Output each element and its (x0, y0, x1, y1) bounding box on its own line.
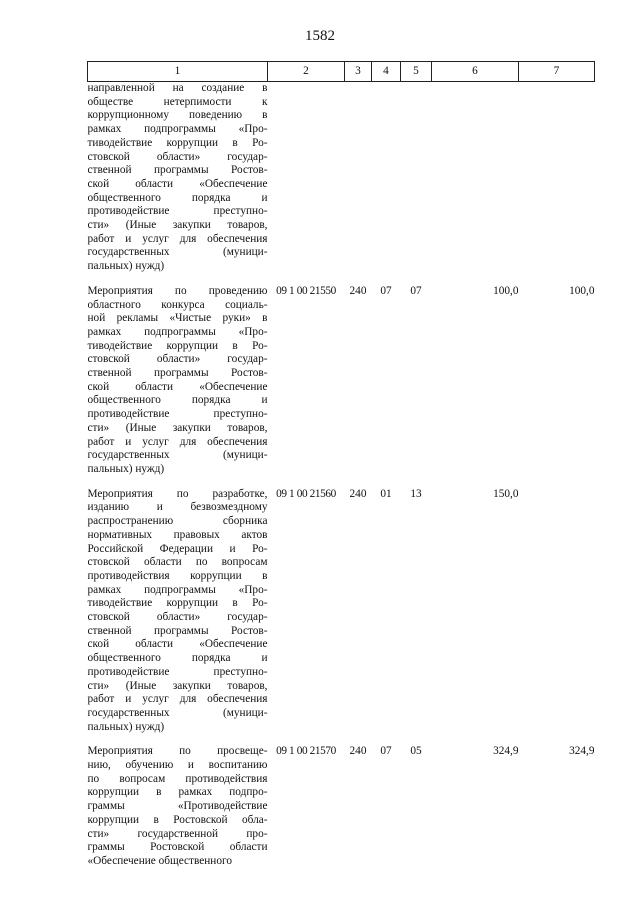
description-line: ственной программы Ростов- (87, 624, 268, 637)
description-line: тиводействие коррупции в Ро- (87, 597, 268, 610)
description-line: ской области «Обеспечение (87, 177, 268, 190)
description-line: пальных) нужд) (87, 462, 165, 475)
table-body (88, 82, 595, 869)
cell-pr: 05 (410, 745, 422, 758)
header-col-2: 2 (268, 62, 345, 82)
description-line: работ и услуг для обеспечения (87, 693, 268, 706)
description-line: направленной на создание в (87, 82, 268, 94)
description-line: коррупции в Ростовской обла- (87, 813, 268, 826)
description-line: тиводействие коррупции в Ро- (87, 136, 268, 149)
description-line: стовской области по вопросам (87, 556, 268, 569)
cell-pr: 07 (410, 284, 422, 297)
description-line: пальных) нужд) (87, 720, 165, 733)
description-line: нию, обучению и воспитанию (87, 759, 268, 772)
cell-v2 (519, 82, 595, 274)
cell-v2: 324,9 (569, 745, 595, 758)
description-line: сти» государственной про- (87, 827, 268, 840)
description-line: противодействие преступно- (87, 408, 268, 421)
description-line: сти» (Иные закупки товаров, (87, 679, 268, 692)
description-line: государственных (муници- (87, 246, 268, 259)
table-row (88, 477, 595, 735)
cell-rz (372, 82, 401, 274)
description-line: граммы Ростовской области (87, 841, 268, 854)
description-line: Мероприятия по проведению (87, 284, 268, 297)
description-line: распространению сборника (87, 515, 268, 528)
cell-pr (401, 82, 432, 274)
description-line: рамках подпрограммы «Про- (87, 123, 268, 136)
description-line: ной рекламы «Чистые руки» в (87, 312, 268, 325)
header-col-7: 7 (519, 62, 595, 82)
header-col-6: 6 (432, 62, 519, 82)
description-line: стовской области» государ- (87, 150, 268, 163)
description-line: ской области «Обеспечение (87, 638, 268, 651)
header-col-4: 4 (372, 62, 401, 82)
cell-rz: 07 (380, 745, 392, 758)
description-line: Российской Федерации и Ро- (87, 542, 268, 555)
header-col-3: 3 (345, 62, 372, 82)
row-description (88, 734, 268, 868)
description-line: граммы «Противодействие (87, 800, 268, 813)
table-row (88, 82, 595, 274)
budget-table (87, 61, 595, 869)
cell-v2 (519, 477, 595, 735)
description-line: Мероприятия по просвеще- (87, 745, 268, 758)
description-line: коррупции в рамках подпро- (87, 786, 268, 799)
description-line: работ и услуг для обеспечения (87, 435, 268, 448)
description-line: тиводействие коррупции в Ро- (87, 339, 268, 352)
cell-v2: 100,0 (569, 284, 595, 297)
row-description (88, 82, 268, 274)
description-line: противодействие преступно- (87, 205, 268, 218)
description-line: сти» (Иные закупки товаров, (87, 421, 268, 434)
header-col-1: 1 (88, 62, 268, 82)
description-line: общественного порядка и (87, 394, 268, 407)
description-line: сти» (Иные закупки товаров, (87, 219, 268, 232)
description-line: «Обеспечение общественного (87, 854, 232, 867)
description-line: Мероприятия по разработке, (87, 487, 268, 500)
description-line: по вопросам противодействия (87, 772, 268, 785)
description-line: пальных) нужд) (87, 260, 165, 273)
description-line: стовской области» государ- (87, 611, 268, 624)
cell-code: 09 1 00 21550 (276, 284, 336, 297)
description-line: нормативных правовых актов (87, 528, 268, 541)
cell-vr: 240 (349, 487, 367, 500)
header-col-5: 5 (401, 62, 432, 82)
description-line: областного конкурса социаль- (87, 298, 268, 311)
description-line: ственной программы Ростов- (87, 367, 268, 380)
description-line: стовской области» государ- (87, 353, 268, 366)
cell-code (268, 82, 345, 274)
description-line: изданию и безвозмездному (87, 501, 268, 514)
description-line: государственных (муници- (87, 449, 268, 462)
cell-vr: 240 (349, 284, 367, 297)
page-number: 1582 (305, 28, 335, 44)
table-row (88, 274, 595, 477)
description-line: общественного порядка и (87, 191, 268, 204)
description-line: противодействие преступно- (87, 665, 268, 678)
cell-rz: 07 (380, 284, 392, 297)
description-line: общественного порядка и (87, 652, 268, 665)
description-line: рамках подпрограммы «Про- (87, 583, 268, 596)
description-line: ской области «Обеспечение (87, 380, 268, 393)
cell-code: 09 1 00 21570 (276, 745, 336, 758)
cell-vr: 240 (349, 745, 367, 758)
table-row (88, 734, 595, 868)
description-line: обществе нетерпимости к (87, 95, 268, 108)
description-line: рамках подпрограммы «Про- (87, 325, 268, 338)
cell-v1: 150,0 (493, 487, 519, 500)
description-line: государственных (муници- (87, 706, 268, 719)
cell-v1: 100,0 (493, 284, 519, 297)
header-row (88, 62, 595, 82)
cell-rz: 01 (380, 487, 392, 500)
description-line: работ и услуг для обеспечения (87, 232, 268, 245)
description-line: коррупционному поведению в (87, 109, 268, 122)
cell-code: 09 1 00 21560 (276, 487, 336, 500)
cell-pr: 13 (410, 487, 422, 500)
description-line: противодействия коррупции в (87, 569, 268, 582)
description-line: ственной программы Ростов- (87, 164, 268, 177)
cell-v1 (432, 82, 519, 274)
row-description (88, 477, 268, 735)
cell-v1: 324,9 (493, 745, 519, 758)
cell-vr (345, 82, 372, 274)
row-description (88, 274, 268, 477)
